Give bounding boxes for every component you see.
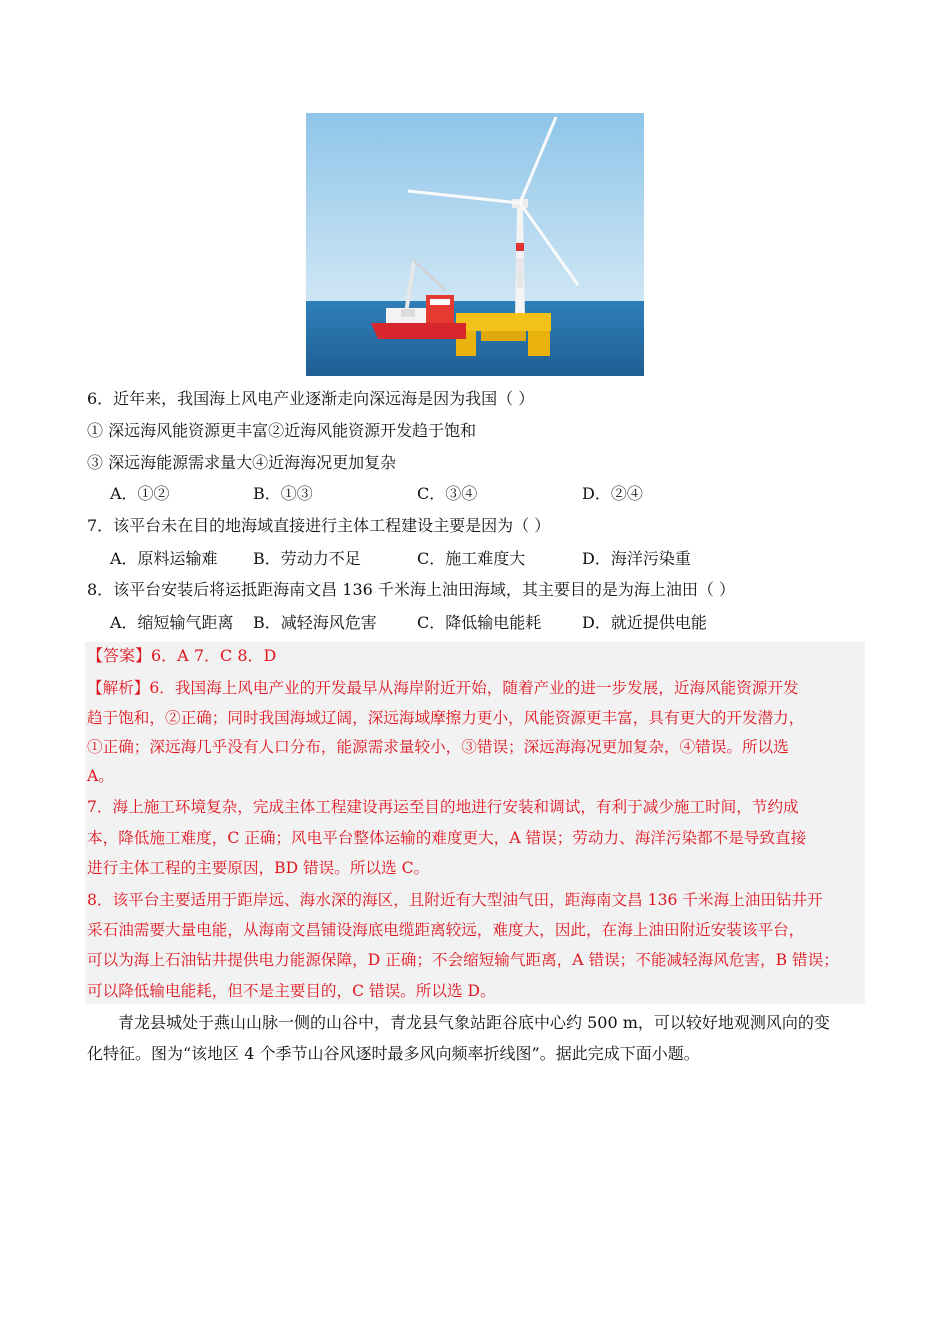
q6-statement-2: ③ 深远海能源需求量大④近海海况更加复杂 [87,453,397,472]
explanation-7-line-1: 7．海上施工环境复杂，完成主体工程建设再运至目的地进行安装和调试，有利于减少施工时间，节约成 [87,798,799,816]
explanation-6-line-3: ①正确；深远海几乎没有人口分布，能源需求量较小，③错误；深远海海况更加复杂，④错误。所以选 [87,738,789,756]
q7-option-b: B．劳动力不足 [253,549,361,568]
explanation-8-line-3: 可以为海上石油钻井提供电力能源保障，D 正确；不会缩短输气距离，A 错误；不能减轻海风危害，B 错误； [87,951,839,969]
next-passage-line-2: 化特征。图为“该地区 4 个季节山谷风逐时最多风向频率折线图”。据此完成下面小题。 [87,1044,700,1063]
q6-option-c: C．③④ [417,484,478,503]
q6-statement-1: ① 深远海风能资源更丰富②近海风能资源开发趋于饱和 [87,421,477,440]
q8-option-b: B．减轻海风危害 [253,613,377,632]
explanation-7-line-3: 进行主体工程的主要原因，BD 错误。所以选 C。 [87,859,430,877]
answer-line: 【答案】6．A 7．C 8．D [87,646,277,665]
explanation-8-line-1: 8．该平台主要适用于距岸远、海水深的海区，且附近有大型油气田，距海南文昌 136 千米海上油田钻井开 [87,891,823,909]
q8-option-d: D．就近提供电能 [582,613,707,632]
q6-option-d: D．②④ [582,484,643,503]
q7-option-a: A．原料运输难 [110,549,218,568]
explanation-7-line-2: 本，降低施工难度，C 正确；风电平台整体运输的难度更大，A 错误；劳动力、海洋污染都不是导致直接 [87,829,807,847]
explanation-6-line-2: 趋于饱和，②正确；同时我国海域辽阔，深远海域摩擦力更小，风能资源更丰富，具有更大的开发潜力， [87,709,805,727]
q8-stem: 8．该平台安装后将运抵距海南文昌 136 千米海上油田海域，其主要目的是为海上油田（ ） [87,580,735,599]
q7-stem: 7．该平台未在目的地海域直接进行主体工程建设主要是因为（ ） [87,516,551,535]
explanation-6-line-4: A。 [87,767,114,785]
q6-option-a: A．①② [110,484,170,503]
explanation-8-line-2: 采石油需要大量电能，从海南文昌铺设海底电缆距离较远，难度大，因此，在海上油田附近安装该平台， [87,921,805,939]
q7-option-d: D．海洋污染重 [582,549,691,568]
q7-option-c: C．施工难度大 [417,549,526,568]
explanation-6-line-1: 【解析】6．我国海上风电产业的开发最早从海岸附近开始，随着产业的进一步发展，近海风能资源开发 [87,679,799,697]
wind-turbine-photo [306,113,644,376]
explanation-8-line-4: 可以降低输电能耗，但不是主要目的，C 错误。所以选 D。 [87,982,496,1000]
q6-stem: 6．近年来，我国海上风电产业逐渐走向深远海是因为我国（ ） [87,389,535,408]
q8-option-a: A．缩短输气距离 [110,613,234,632]
next-passage-line-1: 青龙县城处于燕山山脉一侧的山谷中，青龙县气象站距谷底中心约 500 m，可以较好地观测风向的变 [118,1013,830,1032]
q6-option-b: B．①③ [253,484,313,503]
q8-option-c: C．降低输电能耗 [417,613,542,632]
